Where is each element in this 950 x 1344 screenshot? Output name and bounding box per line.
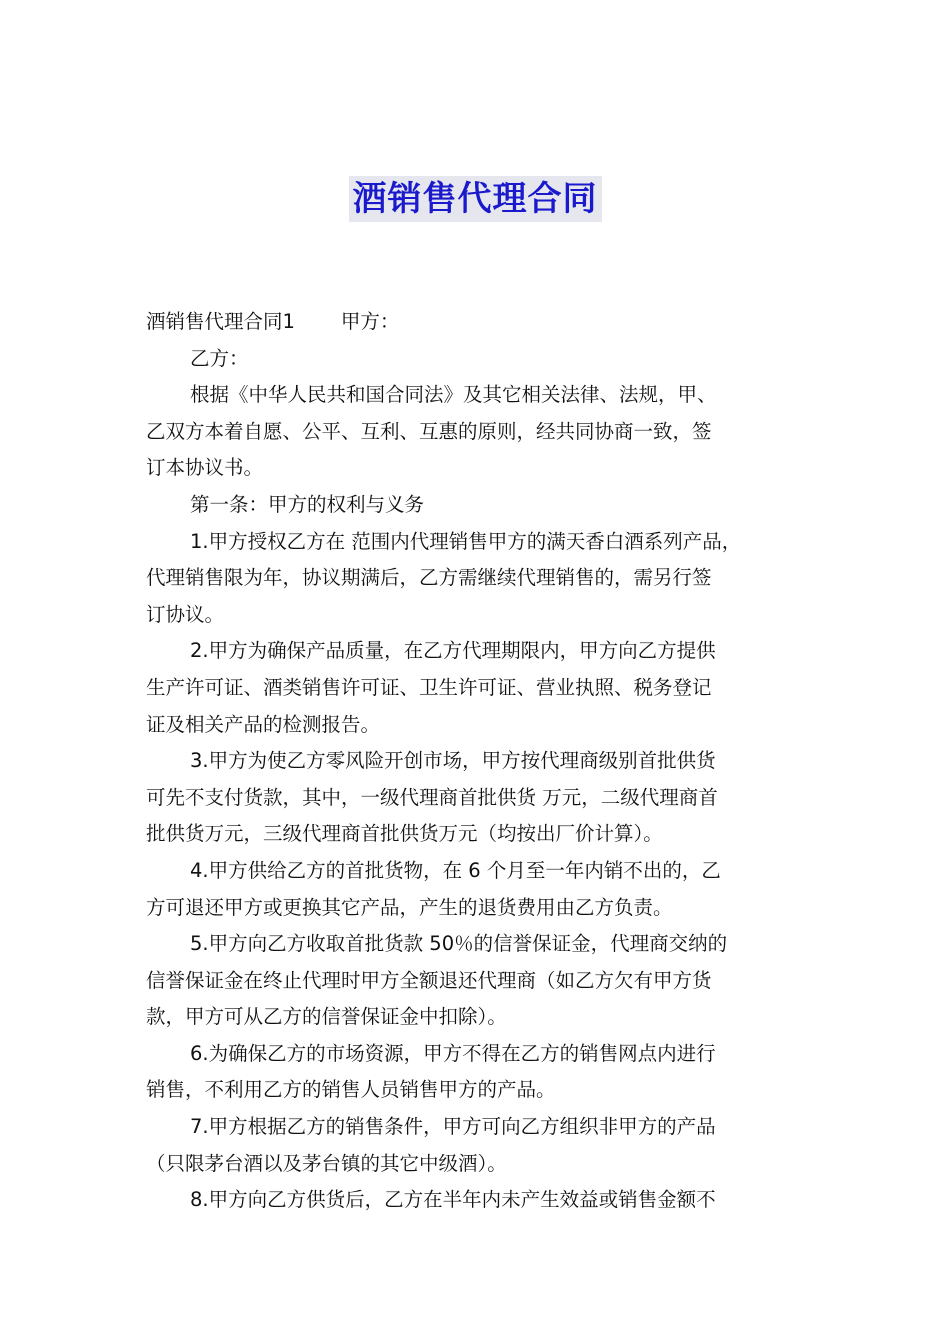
paragraph-line: 方可退还甲方或更换其它产品，产生的退货费用由乙方负责。 [146, 895, 673, 919]
party-b-label: 乙方： [190, 346, 249, 370]
contract-number-label: 酒销售代理合同1 [146, 310, 295, 333]
paragraph-line: 第一条：甲方的权利与义务 [190, 492, 425, 516]
paragraph-line: 批供货万元，三级代理商首批供货万元（均按出厂价计算）。 [146, 822, 663, 846]
paragraph-line: 8.甲方向乙方供货后，乙方在半年内未产生效益或销售金额不 [190, 1188, 716, 1212]
paragraph-line: （只限茅台酒以及茅台镇的其它中级酒）。 [146, 1151, 507, 1175]
paragraph-line: 1.甲方授权乙方在 范围内代理销售甲方的满天香白酒系列产品， [190, 529, 742, 553]
paragraph-line: 5.甲方向乙方收取首批货款 50％的信誉保证金，代理商交纳的 [190, 932, 728, 956]
paragraph-line: 订协议。 [146, 602, 225, 626]
paragraph-line: 款，甲方可从乙方的信誉保证金中扣除）。 [146, 1005, 507, 1029]
title-container [0, 176, 950, 222]
paragraph-line: 证及相关产品的检测报告。 [146, 712, 381, 736]
paragraph-line: 信誉保证金在终止代理时甲方全额退还代理商（如乙方欠有甲方货 [146, 968, 712, 992]
paragraph-line: 根据《中华人民共和国合同法》及其它相关法律、法规，甲、 [190, 383, 717, 407]
paragraph-line: 4.甲方供给乙方的首批货物，在 6 个月至一年内销不出的，乙 [190, 858, 721, 882]
paragraph-line: 可先不支付货款，其中，一级代理商首批供货 万元，二级代理商首 [146, 785, 718, 809]
paragraph-line: 7.甲方根据乙方的销售条件，甲方可向乙方组织非甲方的产品 [190, 1115, 716, 1139]
paragraph-line: 3.甲方为使乙方零风险开创市场，甲方按代理商级别首批供货 [190, 749, 716, 773]
paragraph-line: 乙双方本着自愿、公平、互利、互惠的原则，经共同协商一致，签 [146, 419, 712, 443]
party-a-label: 甲方： [340, 310, 400, 333]
paragraph-line: 2.甲方为确保产品质量，在乙方代理期限内，甲方向乙方提供 [190, 639, 716, 663]
paragraph-line: 订本协议书。 [146, 456, 264, 480]
document-body [146, 304, 814, 1219]
paragraph-line: 销售，不利用乙方的销售人员销售甲方的产品。 [146, 1078, 556, 1102]
header-line [146, 304, 814, 341]
document-title: 酒销售代理合同 [349, 176, 602, 222]
paragraph-line: 6.为确保乙方的市场资源，甲方不得在乙方的销售网点内进行 [190, 1041, 716, 1065]
paragraph-line: 生产许可证、酒类销售许可证、卫生许可证、营业执照、税务登记 [146, 675, 712, 699]
paragraph-line: 代理销售限为年，协议期满后，乙方需继续代理销售的，需另行签 [146, 566, 712, 590]
party-b-line [146, 341, 814, 378]
